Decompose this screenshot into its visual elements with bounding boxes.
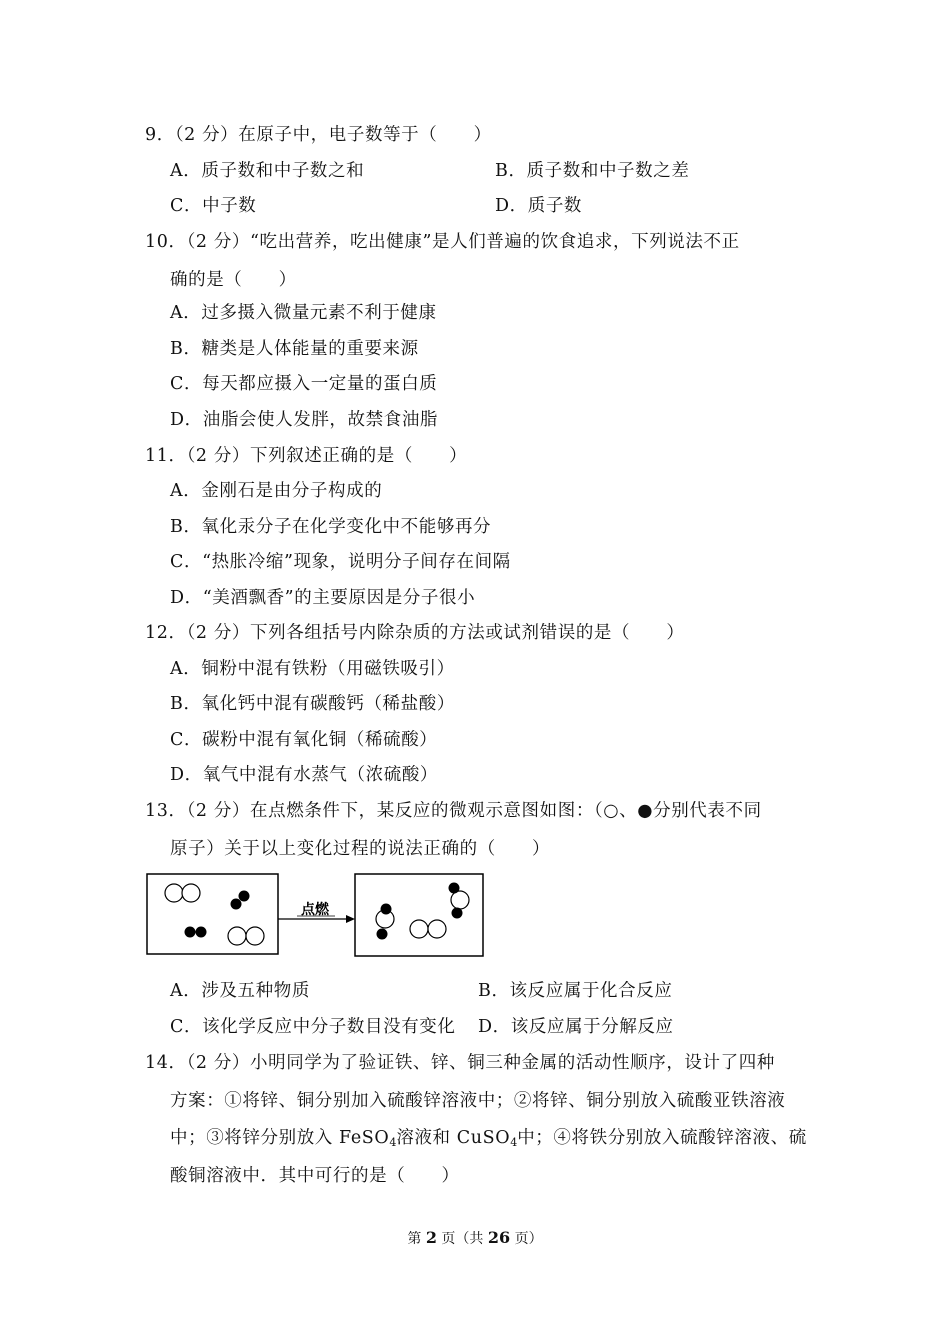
black-atom (452, 908, 463, 919)
question-13-stem-line2: 原子）关于以上变化过程的说法正确的（ ） (170, 839, 551, 859)
question-10-option-b: B．糖类是人体能量的重要来源 (170, 339, 419, 359)
question-9-option-b: B．质子数和中子数之差 (495, 161, 690, 181)
question-10-option-a: A．过多摄入微量元素不利于健康 (170, 303, 437, 323)
subscript-4: 4 (389, 1136, 397, 1149)
white-atom (410, 920, 428, 938)
question-9-option-c: C．中子数 (170, 196, 257, 216)
question-14-stem-line1: 14．（2 分）小明同学为了验证铁、锌、铜三种金属的活动性顺序，设计了四种 (145, 1053, 775, 1073)
white-atom (228, 927, 246, 945)
question-10-option-d: D．油脂会使人发胖，故禁食油脂 (170, 410, 439, 430)
question-11-option-b: B．氧化汞分子在化学变化中不能够再分 (170, 517, 492, 537)
q14-line3-part3: 中；④将铁分别放入硫酸锌溶液、硫 (517, 1128, 807, 1148)
question-13-option-a: A．涉及五种物质 (170, 981, 310, 1001)
white-atom (165, 884, 183, 902)
page-footer (0, 1228, 950, 1248)
question-10-stem-line2: 确的是（ ） (170, 270, 297, 290)
question-12-option-a: A．铜粉中混有铁粉（用磁铁吸引） (170, 659, 455, 679)
white-atom (182, 884, 200, 902)
question-14-stem-line3 (170, 1126, 807, 1155)
subscript-4: 4 (510, 1136, 518, 1149)
black-atom (377, 929, 388, 940)
question-11-option-c: C．“热胀冷缩”现象，说明分子间存在间隔 (170, 552, 511, 572)
question-9-option-a: A．质子数和中子数之和 (170, 161, 365, 181)
black-atom (381, 904, 392, 915)
question-10-stem-line1: 10．（2 分）“吃出营养，吃出健康”是人们普遍的饮食追求，下列说法不正 (145, 232, 740, 252)
black-atom (185, 927, 196, 938)
question-9-stem: 9．（2 分）在原子中，电子数等于（ ） (145, 125, 492, 145)
question-9-option-d: D．质子数 (495, 196, 583, 216)
question-11-option-a: A．金刚石是由分子构成的 (170, 481, 383, 501)
question-12-option-c: C．碳粉中混有氧化铜（稀硫酸） (170, 730, 438, 750)
q14-line3-part2: 溶液和 CuSO (396, 1128, 511, 1148)
footer-suffix: 页） (510, 1231, 543, 1247)
reaction-diagram (145, 872, 490, 962)
question-10-option-c: C．每天都应摄入一定量的蛋白质 (170, 374, 438, 394)
black-atom (449, 883, 460, 894)
arrow-head (346, 915, 355, 923)
question-14-stem-line2: 方案：①将锌、铜分别加入硫酸锌溶液中；②将锌、铜分别放入硫酸亚铁溶液 (170, 1091, 786, 1111)
question-13-option-b: B．该反应属于化合反应 (478, 981, 673, 1001)
question-14-stem-line4: 酸铜溶液中．其中可行的是（ ） (170, 1166, 460, 1186)
footer-prefix: 第 (407, 1231, 426, 1247)
white-atom (246, 927, 264, 945)
q14-line3-part1: 中；③将锌分别放入 FeSO (170, 1128, 390, 1148)
question-12-option-b: B．氧化钙中混有碳酸钙（稀盐酸） (170, 694, 455, 714)
white-atom (428, 920, 446, 938)
question-12-option-d: D．氧气中混有水蒸气（浓硫酸） (170, 765, 439, 785)
black-atom (231, 899, 242, 910)
current-page-number: 2 (425, 1228, 437, 1247)
question-12-stem: 12．（2 分）下列各组括号内除杂质的方法或试剂错误的是（ ） (145, 623, 685, 643)
black-atom (239, 891, 250, 902)
black-atom (196, 927, 207, 938)
question-13-option-d: D．该反应属于分解反应 (478, 1017, 674, 1037)
white-atom (451, 891, 469, 909)
question-13-stem-line1: 13．（2 分）在点燃条件下，某反应的微观示意图如图：（○、●分别代表不同 (145, 801, 762, 821)
products-box (355, 874, 483, 956)
question-11-option-d: D．“美酒飘香”的主要原因是分子很小 (170, 588, 476, 608)
footer-middle: 页（共 (436, 1231, 488, 1247)
question-11-stem: 11．（2 分）下列叙述正确的是（ ） (145, 446, 468, 466)
total-page-count: 26 (487, 1228, 511, 1247)
condition-label: 点燃 (301, 901, 329, 917)
question-13-option-c: C．该化学反应中分子数目没有变化 (170, 1017, 456, 1037)
